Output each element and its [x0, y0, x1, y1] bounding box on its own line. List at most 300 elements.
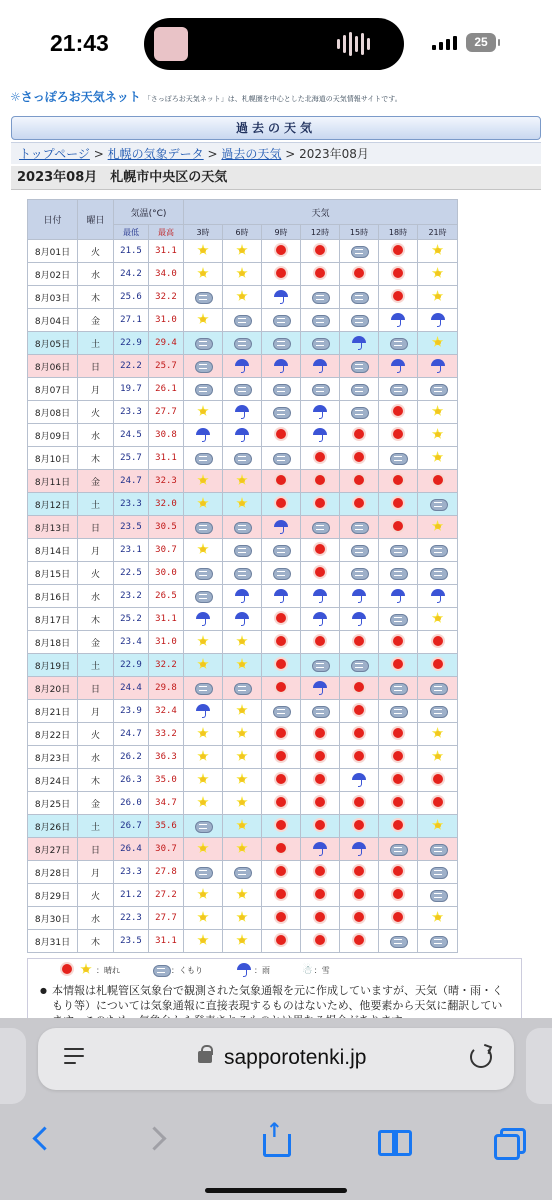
cloudy-icon — [233, 565, 251, 581]
sunny-star-icon — [194, 887, 212, 903]
weather-cell — [262, 401, 301, 424]
weather-cell — [223, 677, 262, 700]
weather-cell — [418, 677, 458, 700]
weather-cell — [262, 424, 301, 447]
sunny-star-icon — [194, 795, 212, 811]
sunny-red-icon — [350, 703, 368, 719]
weather-cell — [262, 539, 301, 562]
sunny-star-icon — [429, 749, 447, 765]
umbrella-icon — [311, 680, 329, 696]
row-max-temp: 31.1 — [149, 608, 184, 631]
header-hour: 6時 — [223, 225, 262, 240]
section-banner: 過去の天気 — [11, 116, 541, 140]
cloudy-icon — [429, 887, 447, 903]
weather-cell — [262, 355, 301, 378]
header-hour: 3時 — [184, 225, 223, 240]
row-min-temp: 22.3 — [114, 907, 149, 930]
umbrella-icon — [194, 427, 212, 443]
sunny-red-icon — [311, 795, 329, 811]
sunny-red-icon — [311, 450, 329, 466]
row-date: 8月25日 — [28, 792, 78, 815]
row-min-temp: 25.2 — [114, 608, 149, 631]
row-date: 8月17日 — [28, 608, 78, 631]
cloudy-icon — [429, 864, 447, 880]
breadcrumb-separator: > — [93, 147, 104, 161]
legend-rain-label: ：雨 — [254, 965, 270, 975]
umbrella-icon — [429, 312, 447, 328]
row-weekday: 土 — [78, 815, 114, 838]
weather-cell — [223, 401, 262, 424]
sunny-red-icon — [429, 657, 447, 673]
row-min-temp: 25.6 — [114, 286, 149, 309]
sunny-red-icon — [389, 657, 407, 673]
row-date: 8月21日 — [28, 700, 78, 723]
row-max-temp: 34.0 — [149, 263, 184, 286]
sunny-red-icon — [311, 565, 329, 581]
table-row — [28, 631, 458, 654]
weather-cell — [340, 700, 379, 723]
table-row — [28, 907, 458, 930]
weather-cell — [223, 332, 262, 355]
weather-cell — [340, 539, 379, 562]
sunny-red-icon — [272, 611, 290, 627]
tabs-icon[interactable] — [492, 1124, 526, 1158]
row-date: 8月09日 — [28, 424, 78, 447]
cloudy-icon — [350, 404, 368, 420]
breadcrumb-current: 2023年08月 — [299, 147, 369, 161]
cloudy-icon — [429, 933, 447, 949]
sunny-star-icon — [233, 910, 251, 926]
cloudy-icon — [194, 588, 212, 604]
weather-cell — [184, 723, 223, 746]
weather-cell — [184, 470, 223, 493]
dynamic-island[interactable] — [144, 18, 404, 70]
row-weekday: 日 — [78, 355, 114, 378]
sunny-star-icon — [194, 933, 212, 949]
next-tab-peek[interactable] — [526, 1028, 552, 1104]
sunny-red-icon — [311, 933, 329, 949]
row-min-temp: 23.2 — [114, 585, 149, 608]
row-weekday: 木 — [78, 769, 114, 792]
weather-cell — [223, 562, 262, 585]
lock-icon — [198, 1051, 212, 1063]
cloudy-icon — [389, 381, 407, 397]
row-min-temp: 22.2 — [114, 355, 149, 378]
weather-cell — [340, 493, 379, 516]
weather-cell — [223, 792, 262, 815]
breadcrumb-past-link[interactable]: 過去の天気 — [221, 147, 282, 161]
table-row — [28, 700, 458, 723]
cloudy-icon — [429, 496, 447, 512]
legend-rain — [235, 962, 270, 978]
weather-cell — [418, 792, 458, 815]
weather-cell — [379, 631, 418, 654]
sunny-red-icon — [311, 634, 329, 650]
weather-cell — [340, 447, 379, 470]
weather-cell — [184, 746, 223, 769]
legend-note: ● 本情報は札幌管区気象台で観測された気象通報を元に作成していますが、天気（晴・雨・くもり等）については気象通報に直接表現するものはないため、他要素から天気に翻訳してい — [28, 981, 521, 1034]
cloudy-icon — [194, 565, 212, 581]
sunny-star-icon — [429, 335, 447, 351]
audio-waveform-icon — [337, 32, 370, 56]
sunny-red-icon — [311, 496, 329, 512]
weather-cell — [301, 746, 340, 769]
sunny-star-icon — [233, 657, 251, 673]
weather-cell — [340, 332, 379, 355]
sunny-red-icon — [58, 962, 76, 978]
weather-cell — [418, 401, 458, 424]
weather-cell — [418, 355, 458, 378]
row-min-temp: 23.5 — [114, 930, 149, 953]
weather-cell — [418, 309, 458, 332]
weather-cell — [223, 631, 262, 654]
weather-cell — [262, 470, 301, 493]
sunny-star-icon — [233, 634, 251, 650]
bookmarks-icon[interactable] — [376, 1124, 410, 1158]
sunny-star-icon — [194, 496, 212, 512]
weather-cell — [418, 332, 458, 355]
cloudy-icon — [429, 381, 447, 397]
weather-cell — [223, 309, 262, 332]
weather-cell — [184, 654, 223, 677]
header-hour: 15時 — [340, 225, 379, 240]
weather-cell — [340, 884, 379, 907]
weather-cell — [223, 608, 262, 631]
weather-cell — [184, 286, 223, 309]
sunny-red-icon — [272, 887, 290, 903]
weather-cell — [262, 884, 301, 907]
sunny-star-icon — [233, 772, 251, 788]
header-max-temp: 最高 — [149, 225, 184, 240]
row-weekday: 土 — [78, 493, 114, 516]
weather-cell — [262, 263, 301, 286]
sunny-red-icon — [429, 772, 447, 788]
weather-cell — [184, 355, 223, 378]
row-min-temp: 23.9 — [114, 700, 149, 723]
sunny-red-icon — [389, 772, 407, 788]
weather-cell — [418, 769, 458, 792]
weather-cell — [184, 309, 223, 332]
row-min-temp: 23.3 — [114, 861, 149, 884]
sunny-star-icon — [429, 910, 447, 926]
row-max-temp: 32.3 — [149, 470, 184, 493]
row-max-temp: 31.1 — [149, 240, 184, 263]
table-row — [28, 769, 458, 792]
status-time: 21:43 — [50, 30, 109, 56]
row-max-temp: 32.2 — [149, 654, 184, 677]
weather-cell — [262, 447, 301, 470]
row-weekday: 土 — [78, 654, 114, 677]
cloudy-icon — [233, 542, 251, 558]
breadcrumb-home-link[interactable]: トップページ — [19, 147, 90, 161]
row-min-temp: 22.5 — [114, 562, 149, 585]
weather-cell — [418, 240, 458, 263]
sunny-red-icon — [272, 657, 290, 673]
weather-cell — [262, 286, 301, 309]
weather-cell — [340, 769, 379, 792]
site-tagline: 「さっぽろお天気ネット」は、札幌圏を中心とした北海道の天気情報サイトです。 — [143, 95, 402, 103]
sunny-star-icon — [429, 243, 447, 259]
row-date: 8月28日 — [28, 861, 78, 884]
row-min-temp: 26.0 — [114, 792, 149, 815]
row-date: 8月14日 — [28, 539, 78, 562]
home-indicator — [205, 1188, 347, 1193]
sunny-star-icon — [77, 962, 95, 978]
umbrella-icon — [389, 358, 407, 374]
sunny-star-icon — [194, 312, 212, 328]
weather-cell — [262, 493, 301, 516]
weather-cell — [379, 401, 418, 424]
weather-cell — [262, 792, 301, 815]
weather-cell — [418, 539, 458, 562]
weather-cell — [340, 240, 379, 263]
row-min-temp: 21.2 — [114, 884, 149, 907]
weather-cell — [379, 286, 418, 309]
weather-cell — [301, 585, 340, 608]
sunny-red-icon — [350, 749, 368, 765]
row-max-temp: 26.1 — [149, 378, 184, 401]
sunny-star-icon — [429, 818, 447, 834]
sunny-red-icon — [389, 473, 407, 489]
weather-cell — [184, 907, 223, 930]
sunny-red-icon — [272, 427, 290, 443]
weather-cell — [262, 332, 301, 355]
weather-cell — [301, 815, 340, 838]
site-header — [10, 88, 402, 105]
weather-cell — [223, 723, 262, 746]
row-weekday: 金 — [78, 309, 114, 332]
header-date: 日付 — [28, 200, 78, 240]
umbrella-icon — [272, 358, 290, 374]
weather-cell — [301, 861, 340, 884]
table-row — [28, 746, 458, 769]
weather-cell — [418, 700, 458, 723]
cloudy-icon — [272, 565, 290, 581]
cloudy-icon — [233, 864, 251, 880]
site-logo[interactable]: ☼さっぽろお天気ネット — [10, 90, 141, 104]
row-weekday: 火 — [78, 240, 114, 263]
table-row — [28, 562, 458, 585]
back-icon[interactable] — [28, 1124, 62, 1158]
weather-cell — [301, 493, 340, 516]
weather-cell — [340, 585, 379, 608]
sunny-star-icon — [429, 427, 447, 443]
cloudy-icon — [272, 542, 290, 558]
legend-sunny — [58, 962, 120, 978]
weather-cell — [301, 240, 340, 263]
cloudy-icon — [194, 519, 212, 535]
weather-cell — [223, 884, 262, 907]
umbrella-icon — [350, 588, 368, 604]
row-weekday: 日 — [78, 838, 114, 861]
previous-tab-peek[interactable] — [0, 1028, 26, 1104]
row-weekday: 月 — [78, 700, 114, 723]
weather-cell — [379, 654, 418, 677]
row-weekday: 水 — [78, 263, 114, 286]
breadcrumb-data-link[interactable]: 札幌の気象データ — [107, 147, 204, 161]
weather-cell — [184, 263, 223, 286]
weather-cell — [223, 700, 262, 723]
sunny-star-icon — [233, 795, 251, 811]
sunny-red-icon — [272, 243, 290, 259]
sunny-red-icon — [350, 496, 368, 512]
reload-icon[interactable] — [470, 1046, 492, 1068]
weather-cell — [184, 447, 223, 470]
cloudy-icon — [311, 312, 329, 328]
page-title: 2023年08月 札幌市中央区の天気 — [11, 166, 541, 190]
sunny-red-icon — [311, 864, 329, 880]
weather-cell — [340, 861, 379, 884]
umbrella-icon — [389, 312, 407, 328]
cloudy-icon — [272, 335, 290, 351]
sunny-red-icon — [272, 841, 290, 857]
weather-cell — [184, 332, 223, 355]
row-weekday: 木 — [78, 447, 114, 470]
weather-cell — [418, 723, 458, 746]
sunny-red-icon — [311, 243, 329, 259]
weather-cell — [379, 838, 418, 861]
weather-cell — [184, 884, 223, 907]
row-date: 8月19日 — [28, 654, 78, 677]
weather-cell — [379, 562, 418, 585]
weather-cell — [418, 447, 458, 470]
sunny-star-icon — [233, 473, 251, 489]
row-weekday: 日 — [78, 677, 114, 700]
table-row — [28, 654, 458, 677]
cloudy-icon — [311, 703, 329, 719]
weather-cell — [184, 539, 223, 562]
weather-cell — [184, 240, 223, 263]
table-row — [28, 447, 458, 470]
weather-cell — [301, 286, 340, 309]
cloudy-icon — [350, 312, 368, 328]
sunny-star-icon — [194, 910, 212, 926]
row-max-temp: 30.5 — [149, 516, 184, 539]
row-min-temp: 23.5 — [114, 516, 149, 539]
row-date: 8月26日 — [28, 815, 78, 838]
row-max-temp: 34.7 — [149, 792, 184, 815]
cloudy-icon — [194, 864, 212, 880]
cloudy-icon — [272, 404, 290, 420]
row-max-temp: 25.7 — [149, 355, 184, 378]
row-weekday: 水 — [78, 424, 114, 447]
cloudy-icon — [311, 289, 329, 305]
row-date: 8月15日 — [28, 562, 78, 585]
weather-cell — [379, 493, 418, 516]
table-row — [28, 401, 458, 424]
cloudy-icon — [350, 519, 368, 535]
sunny-star-icon — [429, 611, 447, 627]
weather-cell — [262, 838, 301, 861]
umbrella-icon — [350, 335, 368, 351]
row-max-temp: 26.5 — [149, 585, 184, 608]
cloudy-icon — [311, 657, 329, 673]
row-weekday: 日 — [78, 516, 114, 539]
sunny-red-icon — [272, 496, 290, 512]
weather-cell — [340, 286, 379, 309]
share-icon[interactable] — [258, 1124, 292, 1158]
url-text[interactable]: sapporotenki.jp — [224, 1046, 367, 1069]
row-max-temp: 32.2 — [149, 286, 184, 309]
legend-cloudy — [152, 962, 203, 978]
sunny-star-icon — [429, 266, 447, 282]
weather-cell — [184, 585, 223, 608]
sunny-star-icon — [194, 404, 212, 420]
weather-cell — [340, 723, 379, 746]
row-weekday: 水 — [78, 585, 114, 608]
weather-cell — [340, 930, 379, 953]
cloudy-icon — [429, 703, 447, 719]
forward-icon[interactable] — [142, 1124, 176, 1158]
address-bar[interactable] — [38, 1028, 514, 1090]
sunny-red-icon — [389, 795, 407, 811]
cloudy-icon — [152, 962, 170, 978]
weather-cell — [301, 424, 340, 447]
row-date: 8月07日 — [28, 378, 78, 401]
sunny-star-icon — [194, 243, 212, 259]
cloudy-icon — [350, 657, 368, 673]
table-row — [28, 424, 458, 447]
row-weekday: 火 — [78, 723, 114, 746]
weather-cell — [301, 884, 340, 907]
weather-cell — [379, 516, 418, 539]
weather-cell — [184, 516, 223, 539]
table-row — [28, 930, 458, 953]
table-row — [28, 332, 458, 355]
weather-cell — [184, 493, 223, 516]
sunny-red-icon — [350, 795, 368, 811]
weather-cell — [379, 240, 418, 263]
sunny-red-icon — [350, 818, 368, 834]
sunny-star-icon — [233, 726, 251, 742]
weather-cell — [379, 907, 418, 930]
header-hour: 12時 — [301, 225, 340, 240]
weather-cell — [184, 769, 223, 792]
cloudy-icon — [233, 519, 251, 535]
row-max-temp: 27.7 — [149, 401, 184, 424]
sunny-red-icon — [389, 864, 407, 880]
sunny-red-icon — [389, 749, 407, 765]
status-bar — [0, 0, 552, 78]
weather-cell — [223, 746, 262, 769]
weather-cell — [340, 309, 379, 332]
sunny-star-icon — [233, 887, 251, 903]
weather-cell — [418, 263, 458, 286]
weather-cell — [262, 907, 301, 930]
weather-cell — [379, 815, 418, 838]
row-min-temp: 24.4 — [114, 677, 149, 700]
bottom-toolbar — [0, 1106, 552, 1176]
cloudy-icon — [311, 335, 329, 351]
sunny-red-icon — [350, 726, 368, 742]
row-max-temp: 32.0 — [149, 493, 184, 516]
legend-snow — [302, 963, 330, 977]
sunny-red-icon — [389, 887, 407, 903]
page-menu-icon[interactable] — [64, 1048, 84, 1068]
weather-table — [27, 199, 458, 953]
row-date: 8月03日 — [28, 286, 78, 309]
row-max-temp: 30.7 — [149, 539, 184, 562]
row-date: 8月11日 — [28, 470, 78, 493]
row-max-temp: 35.6 — [149, 815, 184, 838]
sunny-red-icon — [311, 887, 329, 903]
weather-cell — [262, 677, 301, 700]
row-max-temp: 30.7 — [149, 838, 184, 861]
sunny-red-icon — [350, 634, 368, 650]
weather-cell — [379, 861, 418, 884]
weather-cell — [340, 470, 379, 493]
sunny-red-icon — [389, 910, 407, 926]
